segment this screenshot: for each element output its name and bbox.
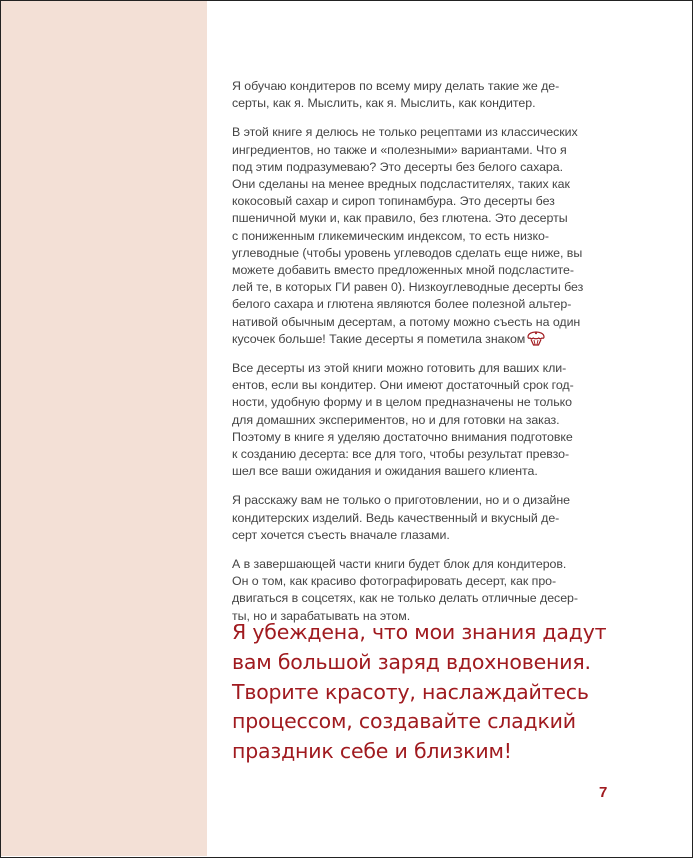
paragraph <box>232 124 610 348</box>
text-line: серты, как я. Мыслить, как я. Мыслить, как кондитер. <box>232 96 536 111</box>
text-line-with-icon <box>232 331 610 348</box>
text-line: ингредиентов, но также и «полезными» вариантами. Что я <box>232 142 567 157</box>
text-line: с пониженным гликемическим индексом, то есть низко- <box>232 228 549 243</box>
quote-line: вам большой заряд вдохновения. <box>232 649 591 674</box>
text-line: Он о том, как красиво фотографировать десерт, как про- <box>232 574 557 589</box>
text-line: кондитерских изделий. Ведь качественный и вкусный де- <box>232 510 560 525</box>
text-line: Поэтому в книге я уделяю достаточно внимания подготовке <box>232 429 573 444</box>
text-line: пшеничной муки и, как правило, без глютена. Это десерты <box>232 211 568 226</box>
text-line: ентов, если вы кондитер. Они имеют достаточный срок год- <box>232 378 574 393</box>
text-line: двигаться в соцсетях, как не только делать отличные десер- <box>232 591 578 606</box>
quote-line: Я убеждена, что мои знания дадут <box>232 620 607 644</box>
text-line: Я обучаю кондитеров по всему миру делать такие же де- <box>232 79 560 93</box>
text-line: Все десерты из этой книги можно готовить для ваших кли- <box>232 361 567 376</box>
text-line: под этим подразумеваю? Это десерты без белого сахара. <box>232 159 563 174</box>
text-line: ности, удобную форму и в целом предназначены не только <box>232 395 572 410</box>
text-line: для домашних экспериментов, но и для готовки на заказ. <box>232 412 560 427</box>
text-line: Они сделаны на менее вредных подсластителях, таких как <box>232 177 570 192</box>
quote-line: процессом, создавайте сладкий <box>232 709 576 734</box>
text-line: белого сахара и глютена являются более полезной альтер- <box>232 297 572 312</box>
text-line: нативой обычным десертам, а потому можно съесть на один <box>232 314 581 329</box>
text-line: шел все ваши ожидания и ожидания вашего клиента. <box>232 464 538 479</box>
text-line: к созданию десерта: все для того, чтобы результат превзо- <box>232 447 570 462</box>
paragraph <box>232 360 610 480</box>
paragraph <box>232 556 610 625</box>
side-band <box>1 1 207 856</box>
paragraph <box>232 492 610 544</box>
quote-line: Творите красоту, наслаждайтесь <box>232 679 589 704</box>
quote-line: праздник себе и близким! <box>232 739 512 764</box>
text-line: ты, но и зарабатывать на этом. <box>232 608 411 623</box>
pull-quote <box>232 618 632 767</box>
text-line: Я расскажу вам не только о приготовлении, но и о дизайне <box>232 493 571 508</box>
text-line: лей те, в которых ГИ равен 0). Низкоуглеводные десерты без <box>232 280 584 295</box>
text-line: углеводные (чтобы уровень углеводов сделать еще ниже, вы <box>232 245 583 260</box>
text-line: кусочек больше! Такие десерты я пометила знаком <box>232 331 526 346</box>
text-line: можете добавить вместо предложенных мной подсластите- <box>232 263 574 278</box>
body-text <box>232 78 610 637</box>
text-line: В этой книге я делюсь не только рецептами из классических <box>232 125 578 140</box>
cupcake-icon <box>526 331 546 346</box>
paragraph <box>232 78 610 112</box>
text-line: кокосовый сахар и сироп топинамбура. Это десерты без <box>232 194 555 209</box>
text-line: А в завершающей части книги будет блок для кондитеров. <box>232 557 567 572</box>
text-line: серт хочется съесть вначале глазами. <box>232 527 450 542</box>
page-number: 7 <box>599 784 608 801</box>
